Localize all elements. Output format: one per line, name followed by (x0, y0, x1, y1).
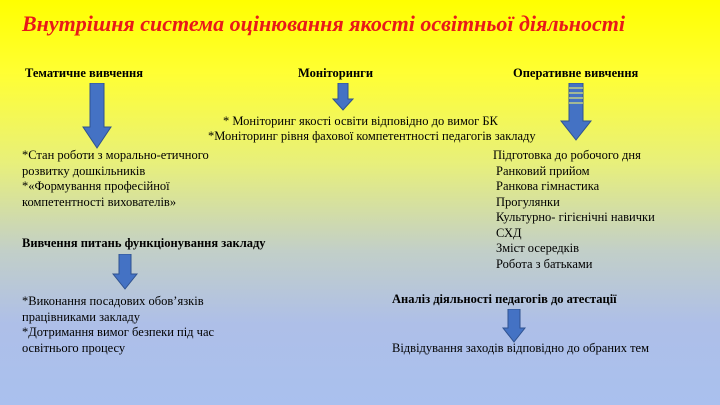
list-item: Ранкова гімнастика (496, 179, 600, 193)
functioning-heading: Вивчення питань функціонування закладу (22, 236, 266, 250)
list-item: Прогулянки (496, 194, 560, 209)
list-item: розвитку дошкільників (22, 163, 146, 178)
list-item: працівниками закладу (22, 309, 141, 324)
slide-title: Внутрішня система оцінювання якості освітньої діяльності (22, 11, 625, 36)
list-item: Робота з батьками (496, 256, 593, 271)
arrow-down-operative-icon (560, 83, 592, 141)
thematic-list (22, 148, 209, 210)
arrow-down-functioning-icon (112, 254, 138, 290)
monitoring-item-1: * Моніторинг якості освіти відповідно до вимог БК (223, 114, 498, 128)
list-item: освітнього процесу (22, 340, 126, 355)
arrow-down-attestation-icon (502, 309, 526, 343)
list-item: Зміст осередків (496, 241, 580, 255)
list-item: *Стан роботи з морально-етичного (22, 148, 209, 162)
list-item: *Виконання посадових обов’язків (22, 294, 204, 308)
operative-list (493, 148, 655, 272)
list-item: *Дотримання вимог безпеки під час (22, 325, 215, 339)
attestation-item: Відвідування заходів відповідно до обраних тем (392, 341, 649, 355)
list-item: *«Формування професійної (22, 179, 170, 193)
header-monitoring: Моніторинги (298, 66, 374, 80)
list-item: компетентності вихователів» (22, 194, 177, 209)
list-item: СХД (496, 225, 522, 240)
attestation-heading: Аналіз діяльності педагогів до атестації (392, 292, 617, 306)
list-item: Ранковий прийом (496, 163, 590, 178)
list-item: Культурно- гігієнічні навички (496, 210, 655, 224)
arrow-down-thematic-icon (82, 83, 112, 149)
functioning-list (22, 294, 214, 356)
arrow-down-monitoring-icon (332, 83, 354, 111)
header-thematic: Тематичне вивчення (25, 66, 144, 80)
monitoring-item-2: *Моніторинг рівня фахової компетентності педагогів закладу (208, 129, 536, 143)
header-operative: Оперативне вивчення (513, 66, 639, 80)
list-item: Підготовка до робочого дня (493, 148, 641, 162)
